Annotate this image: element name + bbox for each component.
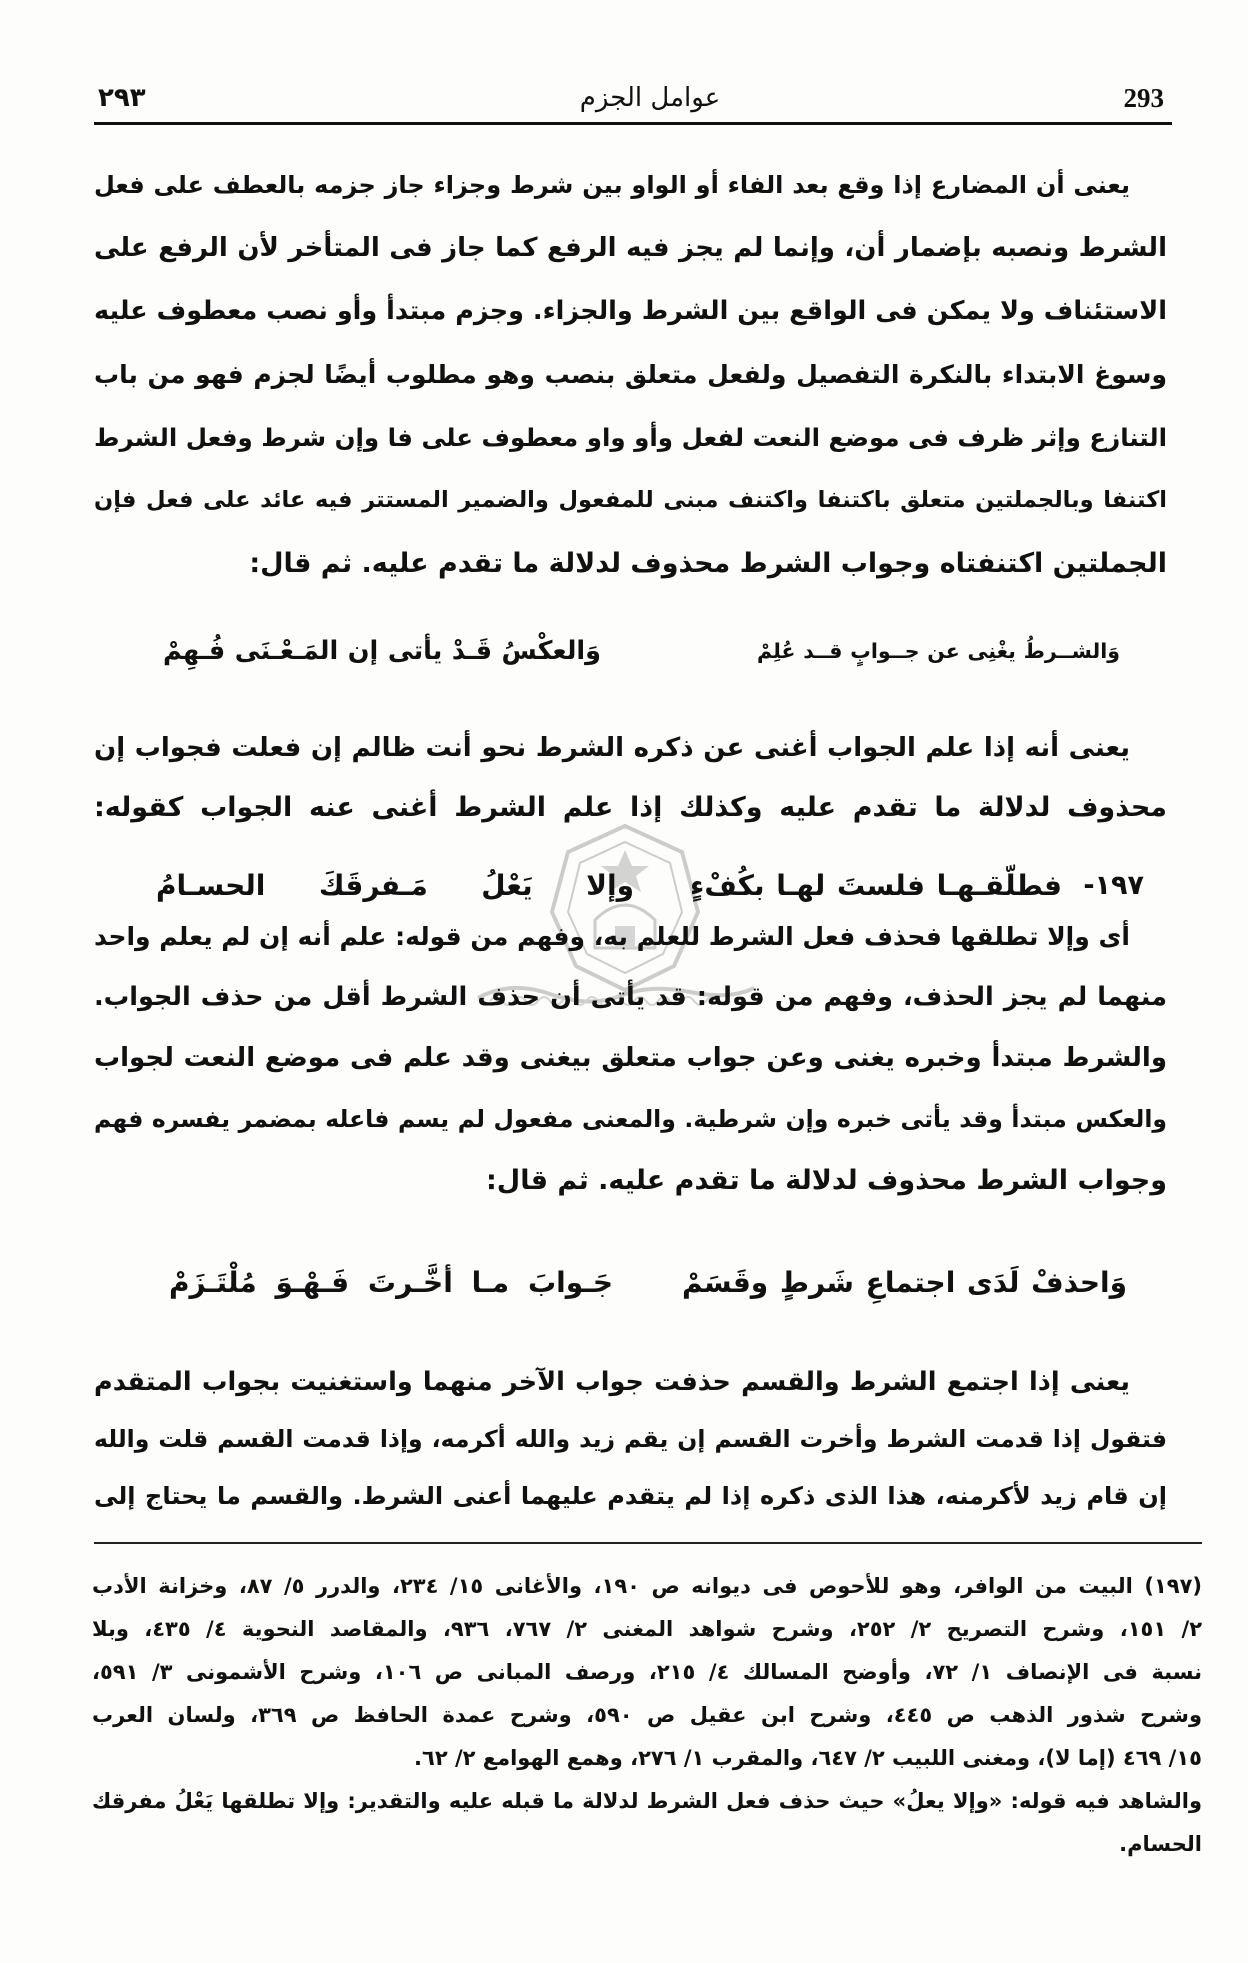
paragraph-3-line-4: والعكس مبتدأ وقد يأتى خبره وإن شرطية. والمعنى مفعول لم يسم فاعله بمضمر يفسره فهم: [94, 1105, 1167, 1133]
footnote-line-4: وشرح شذور الذهب ص ٤٤٥، وشرح ابن عقيل ص ٥٩٠، وشرح عمدة الحافظ ص ٣٦٩، ولسان العرب: [92, 1703, 1202, 1727]
paragraph-2-line-2: محذوف لدلالة ما تقدم عليه وكذلك إذا علم الشرط أغنى عنه الجواب كقوله:: [94, 792, 1167, 823]
paragraph-1-line-3: الاستئناف ولا يمكن فى الواقع بين الشرط والجزاء. وجزم مبتدأ وأو نصب معطوف عليه: [94, 296, 1167, 326]
paragraph-3-line-5: وجواب الشرط محذوف لدلالة ما تقدم عليه. ثم قال:: [485, 1165, 1167, 1196]
paragraph-1-line-1: يعنى أن المضارع إذا وقع بعد الفاء أو الواو بين شرط وجزاء جاز جزمه بالعطف على فعل: [94, 171, 1130, 199]
paragraph-1-line-4: وسوغ الابتداء بالنكرة التفصيل ولفعل متعلق بنصب وهو مطلوب أيضًا لجزم فهو من باب: [94, 360, 1167, 389]
paragraph-3-line-2: منهما لم يجز الحذف، وفهم من قوله: قد يأتى أن حذف الشرط أقل من حذف الجواب.: [94, 982, 1167, 1012]
footnote-line-3: نسبة فى الإنصاف ١/ ٧٢، وأوضح المسالك ٤/ ٢١٥، ورصف المبانى ص ١٠٦، وشرح الأشمونى ٣/ ٥٩١،: [92, 1660, 1202, 1684]
footnote-line-1: (١٩٧) البيت من الوافر، وهو للأحوص فى ديوانه ص ١٩٠، والأغانى ١٥/ ٢٣٤، والدرر ٥/ ٨٧، وخزانة الأدب: [92, 1574, 1202, 1598]
paragraph-1: [94, 154, 1167, 595]
page-number-latin: 293: [1123, 83, 1164, 113]
verse-1-second-hemistich: وَالعكْسُ قَـدْ يأتى إن المَـعْـنَى فُـهِمْ: [163, 636, 601, 666]
paragraph-4-line-2: فتقول إذا قدمت الشرط وأخرت القسم إن يقم زيد والله أكرمه، وإذا قدمت القسم قلت والله: [94, 1425, 1167, 1453]
footnote-line-5: ١٥/ ٤٦٩ (إما لا)، ومغنى اللبيب ٢/ ٦٤٧، والمقرب ١/ ٢٧٦، وهمع الهوامع ٢/ ٦٢.: [414, 1746, 1202, 1770]
paragraph-4-line-1: يعنى إذا اجتمع الشرط والقسم حذفت جواب الآخر منهما واستغنيت بجواب المتقدم: [94, 1367, 1130, 1397]
verse-2-second-hemistich: جَـوابَ مـا أخَّـرتَ فَـهْـوَ مُلْتَـزَمْ: [169, 1266, 613, 1299]
footnote-line-7: الحسام.: [1119, 1832, 1202, 1856]
verse-197-second-hemistich: وإلا يَعْلُ مَـفرقَكَ الحسـامُ: [156, 869, 634, 902]
footnote-rule: [94, 1542, 1202, 1544]
verse-2-first-hemistich: وَاحذفْ لَدَى اجتماعِ شَرطٍ وقَسَمْ: [682, 1266, 1127, 1299]
paragraph-3-line-3: والشرط مبتدأ وخبره يغنى وعن جواب متعلق بيغنى وقد علم فى موضع النعت لجواب: [94, 1043, 1167, 1073]
footnote-line-6: والشاهد فيه قوله: «وإلا يعلُ» حيث حذف فعل الشرط لدلالة ما قبله عليه والتقدير: وإلا تطلقها يَعْلُ مفرقك: [92, 1789, 1202, 1813]
paragraph-3: [94, 906, 1167, 1211]
paragraph-1-line-7: الجملتين اكتنفتاه وجواب الشرط محذوف لدلالة ما تقدم عليه. ثم قال:: [249, 548, 1167, 579]
paragraph-2: [94, 719, 1167, 837]
page-number-arabic: ٢٩٣: [98, 83, 146, 113]
paragraph-1-line-5: التنازع وإثر ظرف فى موضع النعت لفعل وأو واو معطوف على فا وإن شرط وفعل الشرط: [94, 423, 1167, 452]
footnote-line-2: ٢/ ١٥١، وشرح التصريح ٢/ ٢٥٢، وشرح شواهد المغنى ٢/ ٧٦٧، ٩٣٦، والمقاصد النحوية ٤/ ٤٣٥، وبلا: [92, 1617, 1202, 1641]
paragraph-4: [94, 1354, 1167, 1525]
header-rule: [94, 122, 1172, 125]
running-title: عوامل الجزم: [579, 83, 721, 113]
paragraph-4-line-3: إن قام زيد لأكرمنه، هذا الذى ذكره إذا لم يتقدم عليهما أعنى الشرط. والقسم ما يحتاج إلى: [94, 1482, 1167, 1510]
verse-197-first-hemistich: فطلّقـهـا فلستَ لهـا بكُفْءٍ: [690, 869, 1062, 902]
paragraph-2-line-1: يعنى أنه إذا علم الجواب أغنى عن ذكره الشرط نحو أنت ظالم إن فعلت فجواب إن: [94, 733, 1130, 763]
verse-number: ١٩٧-: [1083, 870, 1144, 901]
paragraph-1-line-2: الشرط ونصبه بإضمار أن، وإنما لم يجز فيه الرفع كما جاز فى المتأخر لأن الرفع على: [94, 233, 1167, 263]
paragraph-1-line-6: اكتنفا وبالجملتين متعلق باكتنفا واكتنف مبنى للمفعول والضمير المستتر فيه عائد على فعل فإن: [94, 487, 1167, 513]
verse-1-first-hemistich: وَالشــرطُ يغْنِى عن جــوابٍ قــد عُلِمْ: [757, 639, 1120, 663]
paragraph-3-line-1: أى وإلا تطلقها فحذف فعل الشرط للعلم به، وفهم من قوله: علم أنه إن لم يعلم واحد: [94, 922, 1130, 951]
footnotes: [92, 1565, 1202, 1866]
